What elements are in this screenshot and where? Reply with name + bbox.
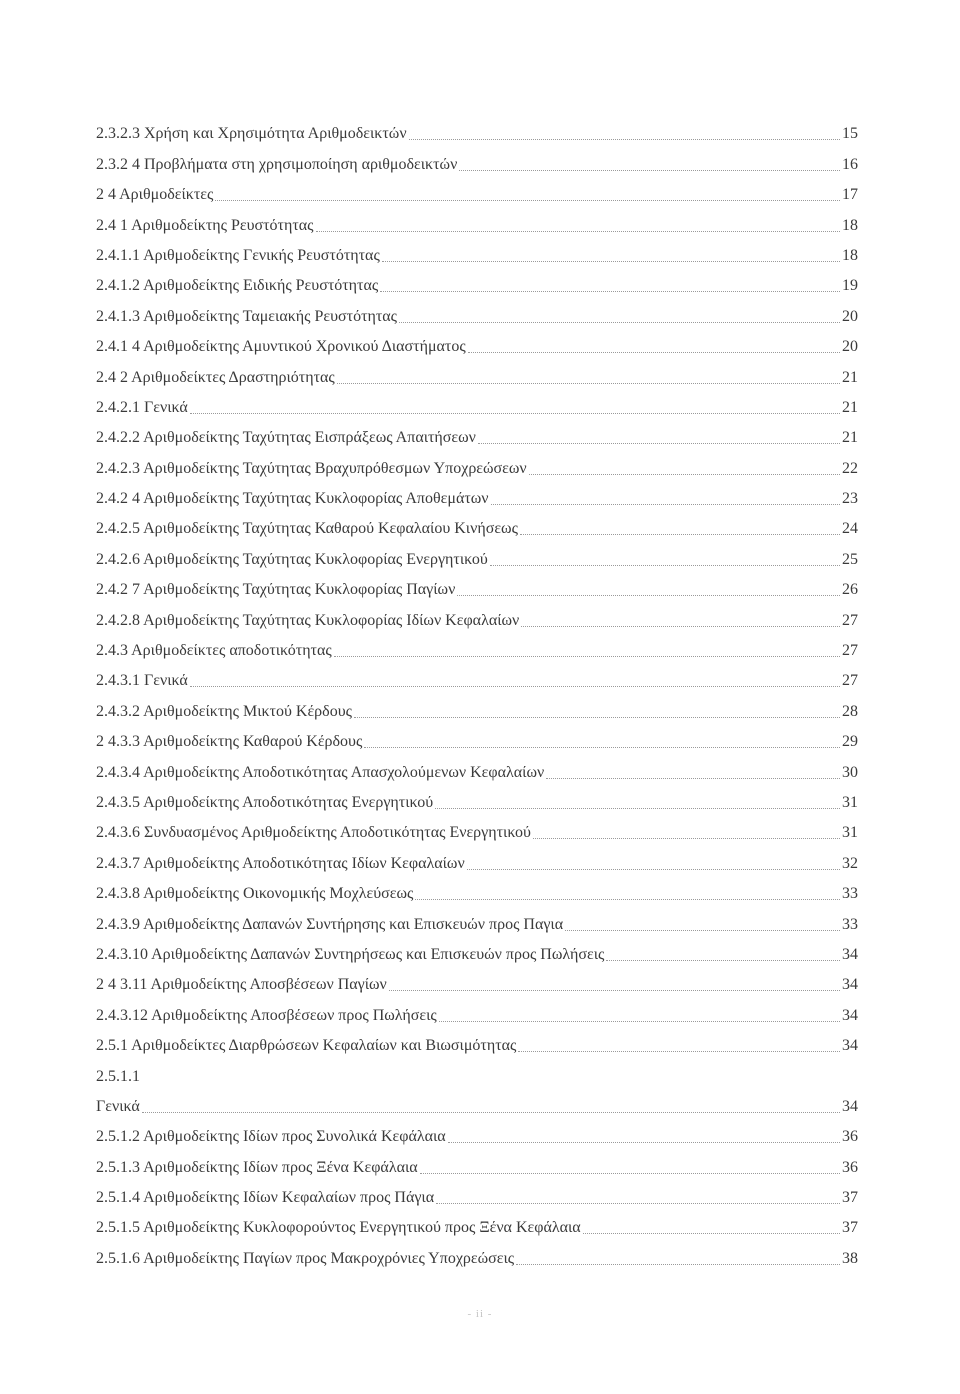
dot-leader: [380, 291, 840, 292]
toc-entry-page: 37: [842, 1189, 858, 1207]
toc-entry-page: 21: [842, 429, 858, 447]
toc-entry-title: 2.4 1 Αριθμοδείκτης Ρευστότητας: [96, 216, 314, 234]
toc-entry: [96, 935, 858, 965]
toc-entry-title: 2.4.3.7 Αριθμοδείκτης Αποδοτικότητας Ιδίων Κεφαλαίων: [96, 854, 465, 872]
toc-entry-title: 2.4.1 4 Αριθμοδείκτης Αμυντικού Χρονικού Διαστήματος: [96, 338, 466, 356]
toc-entry: [96, 266, 858, 296]
toc-entry-title: 2.4.2.2 Αριθμοδείκτης Ταχύτητας Εισπράξεως Απαιτήσεων: [96, 429, 476, 447]
dot-leader: [546, 778, 840, 779]
toc-entry-title: 2.5.1.3 Αριθμοδείκτης Ιδίων προς Ξένα Κεφάλαια: [96, 1158, 418, 1176]
toc-entry: [96, 965, 858, 995]
toc-entry-title: 2.5.1.2 Αριθμοδείκτης Ιδίων προς Συνολικά Κεφάλαια: [96, 1128, 446, 1146]
toc-entry-title: 2.5.1.4 Αριθμοδείκτης Ιδίων Κεφαλαίων προς Πάγια: [96, 1189, 435, 1207]
dot-leader: [190, 686, 840, 687]
dot-leader: [389, 990, 840, 991]
toc-entry-page: 16: [842, 155, 858, 173]
toc-entry: [96, 631, 858, 661]
toc-entry: [96, 995, 858, 1025]
toc-entry-title: 2.5.1 Αριθμοδείκτες Διαρθρώσεων Κεφαλαίων και Βιωσιμότητας: [96, 1037, 517, 1055]
toc-entry-page: 34: [842, 976, 858, 994]
dot-leader: [490, 565, 840, 566]
toc-entry-page: 33: [842, 915, 858, 933]
toc-entry: [96, 357, 858, 387]
toc-entry-page: 18: [842, 216, 858, 234]
dot-leader: [337, 383, 840, 384]
toc-entry: [96, 479, 858, 509]
toc-entry: [96, 661, 858, 691]
toc-entry: [96, 1238, 858, 1268]
toc-entry-title: 2.4.2.8 Αριθμοδείκτης Ταχύτητας Κυκλοφορίας Ιδίων Κεφαλαίων: [96, 611, 520, 629]
dot-leader: [354, 717, 840, 718]
document-page: [96, 114, 858, 1269]
toc-entry: [96, 144, 858, 174]
toc-entry-page: 18: [842, 246, 858, 264]
dot-leader: [435, 808, 840, 809]
toc-entry: [96, 296, 858, 326]
toc-entry: [96, 448, 858, 478]
toc-entry-page: 34: [842, 1037, 858, 1055]
dot-leader: [457, 595, 840, 596]
toc-entry-page: 34: [842, 1097, 858, 1115]
table-of-contents: [96, 114, 858, 1269]
toc-entry: [96, 1178, 858, 1208]
toc-entry-title: 2.4.3.12 Αριθμοδείκτης Αποσβέσεων προς Πωλήσεις: [96, 1006, 437, 1024]
toc-entry-title: 2.4.3.5 Αριθμοδείκτης Αποδοτικότητας Ενεργητικού: [96, 793, 434, 811]
dot-leader: [518, 1051, 840, 1052]
toc-entry-title: 2.5.1.6 Αριθμοδείκτης Παγίων προς Μακροχρόνιες Υποχρεώσεις: [96, 1249, 515, 1267]
toc-entry-page: 30: [842, 763, 858, 781]
dot-leader: [215, 200, 840, 201]
toc-entry-title: 2.5.1.1: [96, 1067, 140, 1085]
toc-entry-page: 34: [842, 945, 858, 963]
toc-entry-page: 24: [842, 520, 858, 538]
toc-entry-title: 2.4.2.1 Γενικά: [96, 398, 188, 416]
toc-entry-page: 32: [842, 854, 858, 872]
toc-entry-page: 20: [842, 338, 858, 356]
dot-leader: [142, 1112, 840, 1113]
toc-entry-title: 2.4.3.1 Γενικά: [96, 672, 188, 690]
toc-entry-title: 2.4.3.9 Αριθμοδείκτης Δαπανών Συντήρησης και Επισκευών προς Παγια: [96, 915, 564, 933]
toc-entry: [96, 843, 858, 873]
toc-entry: [96, 570, 858, 600]
toc-entry-title: 2.4.2 7 Αριθμοδείκτης Ταχύτητας Κυκλοφορίας Παγίων: [96, 581, 456, 599]
toc-entry-title: 2.4.3 Αριθμοδείκτες αποδοτικότητας: [96, 642, 332, 660]
toc-entry-title: 2.3.2.3 Χρήση και Χρησιμότητα Αριθμοδεικτών: [96, 125, 407, 143]
dot-leader: [520, 534, 840, 535]
toc-entry-title: 2.4.1.3 Αριθμοδείκτης Ταμειακής Ρευστότητας: [96, 307, 398, 325]
dot-leader: [529, 474, 840, 475]
toc-entry: [96, 1056, 858, 1086]
dot-leader: [606, 960, 840, 961]
toc-entry-page: 27: [842, 611, 858, 629]
toc-entry: [96, 114, 858, 144]
dot-leader: [364, 747, 840, 748]
toc-entry: [96, 600, 858, 630]
toc-entry: [96, 722, 858, 752]
dot-leader: [459, 170, 840, 171]
toc-entry-page: 29: [842, 733, 858, 751]
dot-leader: [382, 261, 840, 262]
dot-leader: [533, 838, 840, 839]
toc-entry: [96, 1147, 858, 1177]
dot-leader: [316, 231, 841, 232]
toc-entry: [96, 388, 858, 418]
toc-entry-title: 2.3.2 4 Προβλήματα στη χρησιμοποίηση αριθμοδεικτών: [96, 155, 458, 173]
toc-entry: [96, 509, 858, 539]
dot-leader: [468, 352, 840, 353]
dot-leader: [399, 322, 840, 323]
toc-entry-title: 2.4 2 Αριθμοδείκτες Δραστηριότητας: [96, 368, 335, 386]
toc-entry-page: 36: [842, 1128, 858, 1146]
dot-leader: [583, 1233, 840, 1234]
toc-entry: [96, 539, 858, 569]
toc-entry: [96, 236, 858, 266]
toc-entry: [96, 904, 858, 934]
page-number: - ii -: [467, 1308, 493, 1320]
toc-entry-page: 25: [842, 550, 858, 568]
toc-entry-title: 2.4.1.2 Αριθμοδείκτης Ειδικής Ρευστότητας: [96, 277, 379, 295]
dot-leader: [334, 656, 840, 657]
toc-entry: [96, 691, 858, 721]
toc-entry-page: 31: [842, 793, 858, 811]
toc-entry-page: 21: [842, 368, 858, 386]
dot-leader: [448, 1142, 840, 1143]
toc-entry-title: 2.4.2.3 Αριθμοδείκτης Ταχύτητας Βραχυπρόθεσμων Υποχρεώσεων: [96, 459, 527, 477]
toc-entry: [96, 813, 858, 843]
toc-entry-title: 2.4.2.5 Αριθμοδείκτης Ταχύτητας Καθαρού Κεφαλαίου Κινήσεως: [96, 520, 518, 538]
toc-entry-title: Γενικά: [96, 1097, 140, 1115]
toc-entry-page: 27: [842, 642, 858, 660]
toc-entry: [96, 1087, 858, 1117]
toc-entry-title: 2.4.2.6 Αριθμοδείκτης Ταχύτητας Κυκλοφορίας Ενεργητικού: [96, 550, 488, 568]
toc-entry-page: 28: [842, 702, 858, 720]
toc-entry: [96, 205, 858, 235]
dot-leader: [565, 930, 840, 931]
dot-leader: [190, 413, 840, 414]
toc-entry: [96, 1117, 858, 1147]
toc-entry-title: 2.4.3.6 Συνδυασμένος Αριθμοδείκτης Αποδοτικότητας Ενεργητικού: [96, 824, 531, 842]
toc-entry: [96, 752, 858, 782]
toc-entry-page: 27: [842, 672, 858, 690]
toc-entry-title: 2.4.3.8 Αριθμοδείκτης Οικονομικής Μοχλεύσεως: [96, 885, 414, 903]
toc-entry: [96, 874, 858, 904]
toc-entry-page: 37: [842, 1219, 858, 1237]
dot-leader: [491, 504, 840, 505]
toc-entry-page: 36: [842, 1158, 858, 1176]
toc-entry-title: 2.4.3.4 Αριθμοδείκτης Αποδοτικότητας Απασχολούμενων Κεφαλαίων: [96, 763, 545, 781]
toc-entry: [96, 327, 858, 357]
toc-entry-page: 21: [842, 398, 858, 416]
toc-entry: [96, 1026, 858, 1056]
dot-leader: [516, 1264, 840, 1265]
dot-leader: [420, 1173, 840, 1174]
toc-entry-page: 38: [842, 1249, 858, 1267]
dot-leader: [467, 869, 840, 870]
toc-entry-title: 2.4.1.1 Αριθμοδείκτης Γενικής Ρευστότητας: [96, 246, 380, 264]
toc-entry-page: 22: [842, 459, 858, 477]
toc-entry-title: 2 4.3.3 Αριθμοδείκτης Καθαρού Κέρδους: [96, 733, 363, 751]
toc-entry-page: 17: [842, 186, 858, 204]
toc-entry-page: 20: [842, 307, 858, 325]
dot-leader: [439, 1021, 840, 1022]
toc-entry: [96, 175, 858, 205]
toc-entry-page: 31: [842, 824, 858, 842]
toc-entry: [96, 418, 858, 448]
toc-entry-page: 15: [842, 125, 858, 143]
toc-entry-title: 2 4 Αριθμοδείκτες: [96, 186, 214, 204]
dot-leader: [409, 139, 840, 140]
toc-entry: [96, 783, 858, 813]
toc-entry-title: 2.4.3.2 Αριθμοδείκτης Μικτού Κέρδους: [96, 702, 352, 720]
toc-entry-title: 2 4 3.11 Αριθμοδείκτης Αποσβέσεων Παγίων: [96, 976, 387, 994]
dot-leader: [415, 899, 840, 900]
toc-entry-page: 34: [842, 1006, 858, 1024]
toc-entry-title: 2.4.3.10 Αριθμοδείκτης Δαπανών Συντηρήσεως και Επισκευών προς Πωλήσεις: [96, 945, 605, 963]
toc-entry-page: 23: [842, 490, 858, 508]
dot-leader: [478, 443, 840, 444]
toc-entry-page: 19: [842, 277, 858, 295]
toc-entry-title: 2.5.1.5 Αριθμοδείκτης Κυκλοφορούντος Ενεργητικού προς Ξένα Κεφάλαια: [96, 1219, 581, 1237]
toc-entry-title: 2.4.2 4 Αριθμοδείκτης Ταχύτητας Κυκλοφορίας Αποθεμάτων: [96, 490, 489, 508]
toc-entry-page: 33: [842, 885, 858, 903]
toc-entry: [96, 1208, 858, 1238]
toc-entry-page: 26: [842, 581, 858, 599]
dot-leader: [436, 1203, 840, 1204]
dot-leader: [521, 626, 840, 627]
